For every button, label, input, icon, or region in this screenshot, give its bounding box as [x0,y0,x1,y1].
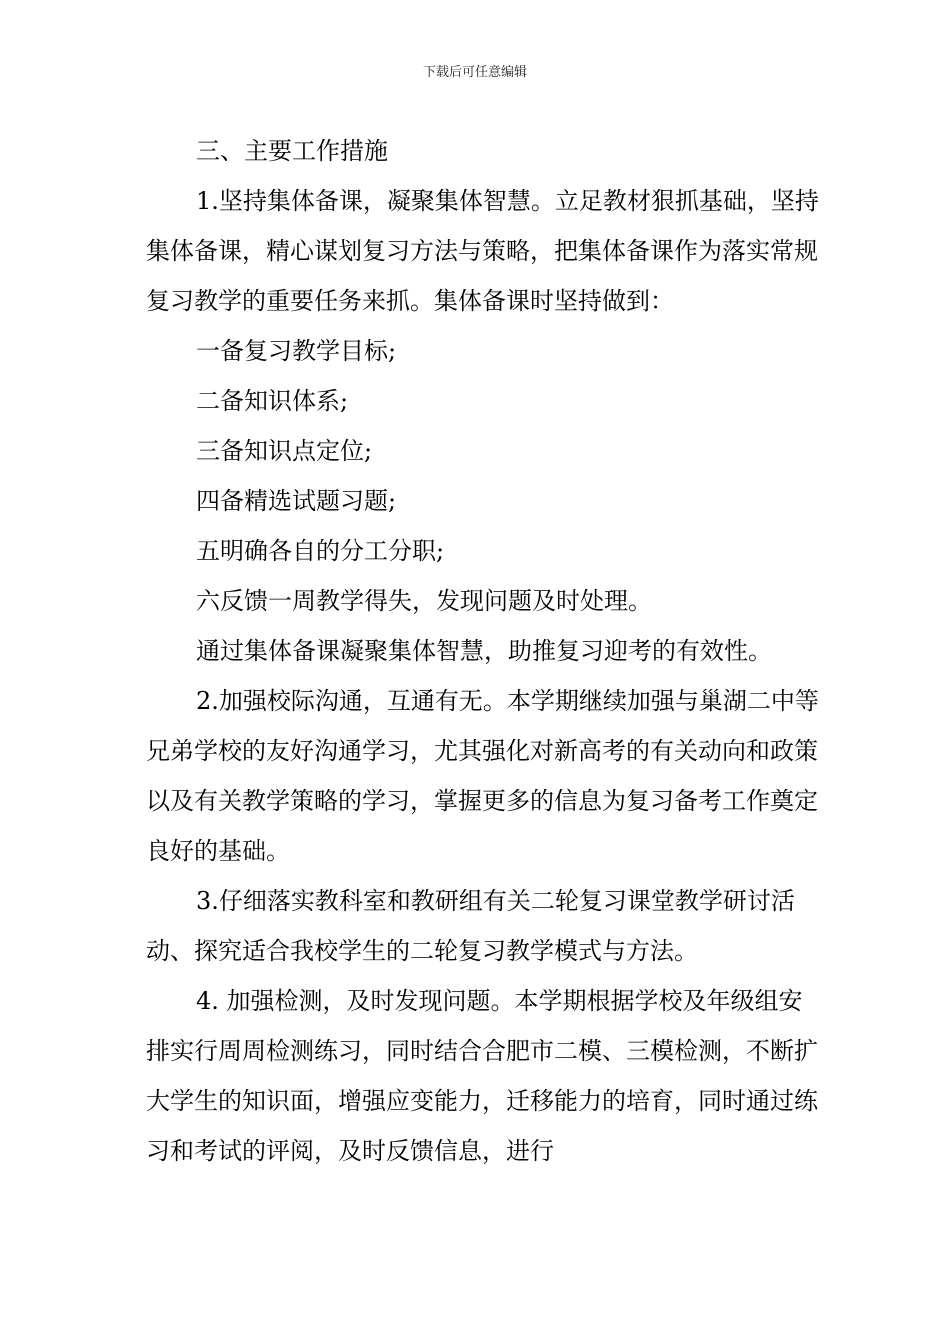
list-item-6: 六反馈一周教学得失，发现问题及时处理。 [196,587,652,615]
paragraph-item-4: 4. 加强检测，及时发现问题。本学期根据学校及年级组安排实行周周检测练习，同时结合合肥市二模、三模检测，不断扩大学生的知识面，增强应变能力，迁移能力的培育，同时通过练习和考试的评阅，及时反馈信息，进行 [146,987,818,1165]
document-body [146,126,826,1176]
list-item-1: 一备复习教学目标; [196,337,397,365]
section-heading: 三、主要工作措施 [196,137,388,165]
list-item-2: 二备知识体系; [196,387,349,415]
page-header: 下载后可任意编辑 [422,65,527,80]
list-item-4: 四备精选试题习题; [196,487,397,515]
paragraph-item-1: 1.坚持集体备课，凝聚集体智慧。立足教材狠抓基础，坚持集体备课，精心谋划复习方法与策略，把集体备课作为落实常规复习教学的重要任务来抓。集体备课时坚持做到： [146,187,819,315]
paragraph-item-3: 3.仔细落实教科室和教研组有关二轮复习课堂教学研讨活动、探究适合我校学生的二轮复习教学模式与方法。 [146,887,795,965]
list-item-5: 五明确各自的分工分职; [196,537,445,565]
summary-paragraph: 通过集体备课凝聚集体智慧，助推复习迎考的有效性。 [196,637,772,665]
list-item-3: 三备知识点定位; [196,437,373,465]
paragraph-item-2: 2.加强校际沟通，互通有无。本学期继续加强与巢湖二中等兄弟学校的友好沟通学习，尤其强化对新高考的有关动向和政策以及有关教学策略的学习，掌握更多的信息为复习备考工作奠定良好的基础。 [146,687,819,865]
